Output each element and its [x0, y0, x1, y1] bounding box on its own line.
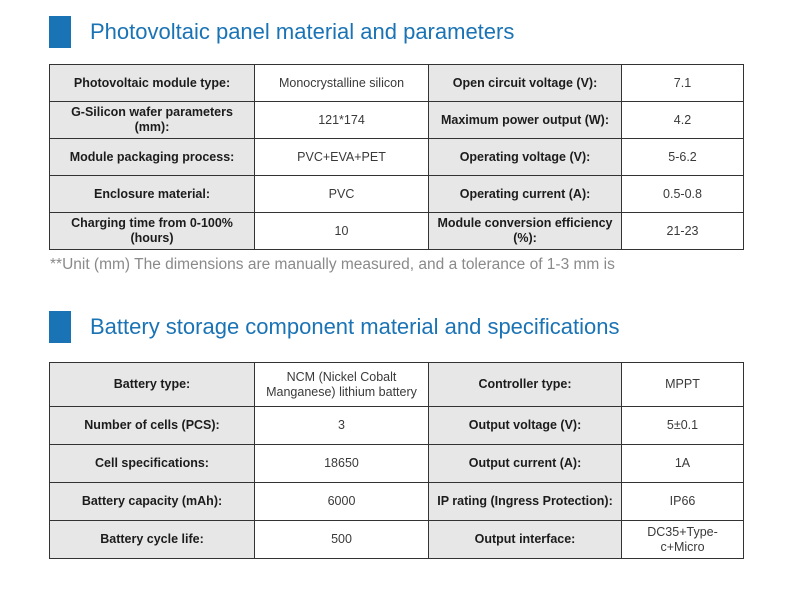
spec-value: 1A: [622, 445, 744, 483]
spec-value: 5±0.1: [622, 407, 744, 445]
table-row: [50, 139, 744, 176]
spec-value: 3: [255, 407, 429, 445]
spec-label: Number of cells (PCS):: [50, 407, 255, 445]
spec-label: Output voltage (V):: [429, 407, 622, 445]
table-row: [50, 213, 744, 250]
table-row: [50, 176, 744, 213]
spec-label: Operating current (A):: [429, 176, 622, 213]
spec-label: Enclosure material:: [50, 176, 255, 213]
spec-label: Module packaging process:: [50, 139, 255, 176]
section1-title: Photovoltaic panel material and parameters: [90, 19, 515, 44]
spec-value: 10: [255, 213, 429, 250]
spec-value: 7.1: [622, 65, 744, 102]
table-row: [50, 483, 744, 521]
spec-value: 500: [255, 521, 429, 559]
table-row: [50, 521, 744, 559]
section1-accent-bar: [49, 16, 71, 48]
spec-value: NCM (Nickel Cobalt Manganese) lithium battery: [255, 363, 429, 407]
spec-value: 0.5-0.8: [622, 176, 744, 213]
section2-header: [49, 311, 620, 343]
spec-label: Operating voltage (V):: [429, 139, 622, 176]
table-row: [50, 65, 744, 102]
spec-label: Output current (A):: [429, 445, 622, 483]
spec-label: Controller type:: [429, 363, 622, 407]
spec-label: Output interface:: [429, 521, 622, 559]
spec-value: 6000: [255, 483, 429, 521]
spec-value: 4.2: [622, 102, 744, 139]
spec-value: Monocrystalline silicon: [255, 65, 429, 102]
spec-label: Cell specifications:: [50, 445, 255, 483]
battery-spec-table: [49, 362, 744, 559]
spec-label: IP rating (Ingress Protection):: [429, 483, 622, 521]
table-row: [50, 102, 744, 139]
spec-value: 18650: [255, 445, 429, 483]
spec-label: Module conversion efficiency (%):: [429, 213, 622, 250]
spec-label: Battery cycle life:: [50, 521, 255, 559]
table-row: [50, 445, 744, 483]
spec-label: Battery capacity (mAh):: [50, 483, 255, 521]
spec-value: PVC: [255, 176, 429, 213]
spec-value: 121*174: [255, 102, 429, 139]
table-row: [50, 407, 744, 445]
section2-title: Battery storage component material and specifications: [90, 314, 620, 339]
spec-label: G-Silicon wafer parameters (mm):: [50, 102, 255, 139]
spec-label: Open circuit voltage (V):: [429, 65, 622, 102]
section1-header: [49, 16, 514, 48]
photovoltaic-spec-table: [49, 64, 744, 250]
spec-label: Charging time from 0-100% (hours): [50, 213, 255, 250]
spec-value: MPPT: [622, 363, 744, 407]
spec-value: 21-23: [622, 213, 744, 250]
spec-label: Battery type:: [50, 363, 255, 407]
spec-label: Photovoltaic module type:: [50, 65, 255, 102]
table-row: [50, 363, 744, 407]
spec-value: PVC+EVA+PET: [255, 139, 429, 176]
spec-value: 5-6.2: [622, 139, 744, 176]
spec-value: IP66: [622, 483, 744, 521]
spec-value: DC35+Type-c+Micro: [622, 521, 744, 559]
spec-label: Maximum power output (W):: [429, 102, 622, 139]
section2-accent-bar: [49, 311, 71, 343]
dimension-note: **Unit (mm) The dimensions are manually measured, and a tolerance of 1-3 mm is: [50, 256, 615, 273]
